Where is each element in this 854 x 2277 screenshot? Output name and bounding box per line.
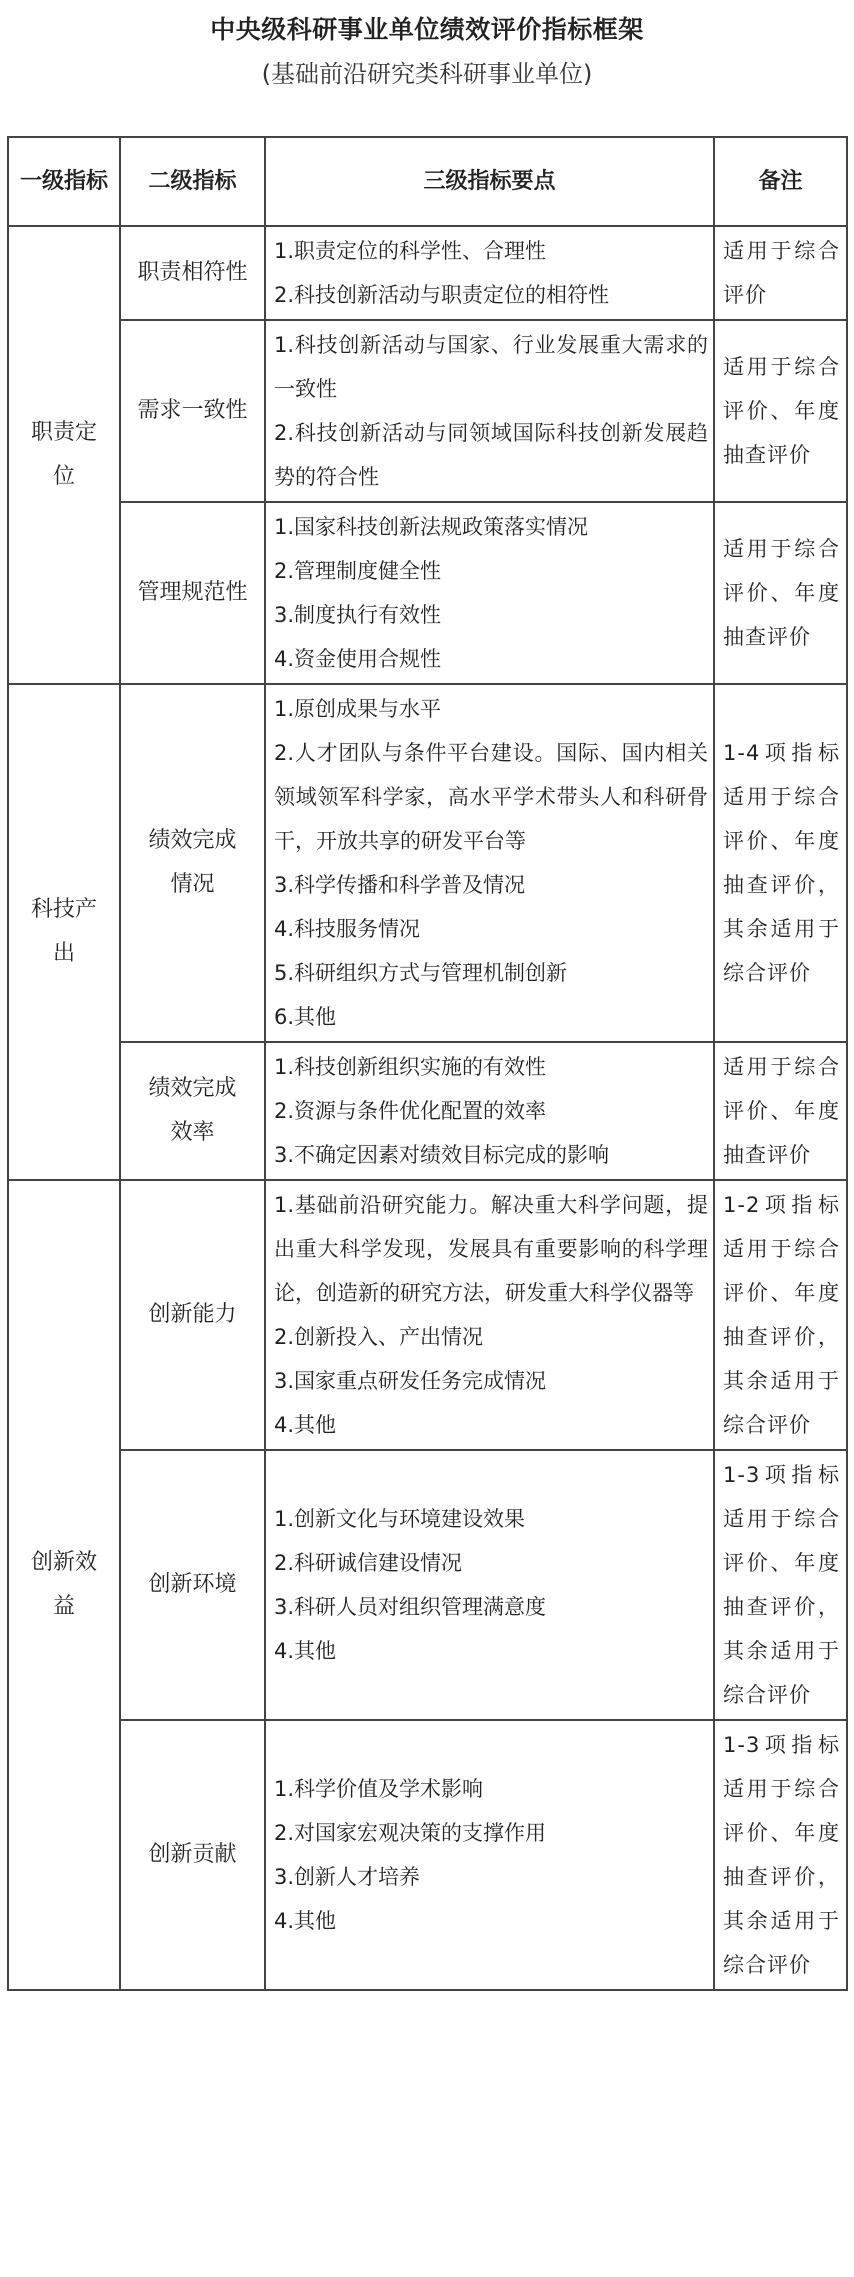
level3-point: 3.制度执行有效性: [274, 603, 442, 627]
header-level1: 一级指标: [8, 137, 120, 226]
level2-cell: [120, 1450, 265, 1720]
note-cell: [714, 502, 847, 684]
table-row: [8, 1720, 847, 1990]
note-cell: [714, 1180, 847, 1450]
level3-point: 1.科技创新活动与国家、行业发展重大需求的一致性: [274, 333, 708, 401]
note-text: 1-4项指标适用于综合评价、年度抽查评价，其余适用于综合评价: [723, 741, 840, 985]
table-body: [8, 226, 847, 1990]
level3-point: 2.对国家宏观决策的支撑作用: [274, 1821, 547, 1845]
header-level2: 二级指标: [120, 137, 265, 226]
level3-point: 3.科学传播和科学普及情况: [274, 873, 526, 897]
level3-cell: [265, 226, 714, 320]
level3-point: 2.人才团队与条件平台建设。国际、国内相关领域领军科学家，高水平学术带头人和科研骨干，开放共享的研发平台等: [274, 741, 708, 853]
level3-point: 3.创新人才培养: [274, 1865, 421, 1889]
page-title: 中央级科研事业单位绩效评价指标框架: [210, 15, 644, 44]
level3-cell: [265, 1180, 714, 1450]
table-row: [8, 1180, 847, 1450]
page-subtitle: (基础前沿研究类科研事业单位): [261, 60, 593, 88]
level3-point: 1.科技创新组织实施的有效性: [274, 1055, 547, 1079]
level2-label: 绩效完成情况: [148, 828, 237, 897]
table-row: [8, 320, 847, 502]
level3-point: 2.科技创新活动与职责定位的相符性: [274, 283, 610, 307]
level3-point: 2.科技创新活动与同领域国际科技创新发展趋势的符合性: [274, 421, 708, 489]
table-row: [8, 1042, 847, 1180]
level3-cell: [265, 1720, 714, 1990]
level3-point: 2.创新投入、产出情况: [274, 1325, 484, 1349]
level3-cell: [265, 1042, 714, 1180]
level2-cell: [120, 1180, 265, 1450]
level2-cell: [120, 1042, 265, 1180]
level2-label: 需求一致性: [137, 398, 248, 423]
header-note: 备注: [714, 137, 847, 226]
indicator-table: [7, 136, 848, 1991]
note-cell: [714, 1720, 847, 1990]
table-row: [8, 226, 847, 320]
level2-label: 创新能力: [148, 1302, 237, 1327]
level1-cell: 科技产出: [8, 684, 120, 1180]
level3-point: 2.资源与条件优化配置的效率: [274, 1099, 547, 1123]
level2-cell: [120, 1720, 265, 1990]
level3-point: 6.其他: [274, 1005, 337, 1029]
level3-point: 3.国家重点研发任务完成情况: [274, 1369, 547, 1393]
level2-label: 管理规范性: [137, 580, 248, 605]
level2-cell: [120, 502, 265, 684]
note-cell: [714, 1042, 847, 1180]
note-text: 适用于综合评价、年度抽查评价: [723, 1055, 840, 1167]
level3-point: 1.国家科技创新法规政策落实情况: [274, 515, 589, 539]
level2-label: 创新环境: [148, 1572, 237, 1597]
level3-point: 1.创新文化与环境建设效果: [274, 1507, 526, 1531]
table-row: [8, 502, 847, 684]
level3-point: 4.其他: [274, 1909, 337, 1933]
level3-cell: [265, 320, 714, 502]
level3-point: 4.科技服务情况: [274, 917, 421, 941]
level3-point: 5.科研组织方式与管理机制创新: [274, 961, 568, 985]
level3-point: 1.职责定位的科学性、合理性: [274, 239, 547, 263]
note-text: 1-3项指标适用于综合评价、年度抽查评价，其余适用于综合评价: [723, 1463, 840, 1707]
level3-point: 2.管理制度健全性: [274, 559, 442, 583]
level2-label: 创新贡献: [148, 1842, 237, 1867]
level3-cell: [265, 684, 714, 1042]
note-cell: [714, 1450, 847, 1720]
header-level3: 三级指标要点: [265, 137, 714, 226]
level3-point: 3.科研人员对组织管理满意度: [274, 1595, 547, 1619]
level2-label: 职责相符性: [137, 260, 248, 285]
note-cell: [714, 684, 847, 1042]
level3-point: 1.基础前沿研究能力。解决重大科学问题，提出重大科学发现，发展具有重要影响的科学理论，创造新的研究方法，研发重大科学仪器等: [274, 1193, 708, 1305]
note-text: 适用于综合评价、年度抽查评价: [723, 355, 840, 467]
level3-point: 4.其他: [274, 1639, 337, 1663]
note-text: 适用于综合评价、年度抽查评价: [723, 537, 840, 649]
level3-point: 2.科研诚信建设情况: [274, 1551, 463, 1575]
header-row: [8, 137, 847, 226]
level1-cell: 创新效益: [8, 1180, 120, 1990]
level3-point: 4.其他: [274, 1413, 337, 1437]
level3-point: 4.资金使用合规性: [274, 647, 442, 671]
note-text: 适用于综合评价: [723, 239, 840, 307]
level3-cell: [265, 1450, 714, 1720]
level3-point: 3.不确定因素对绩效目标完成的影响: [274, 1143, 610, 1167]
level1-cell: 职责定位: [8, 226, 120, 684]
level2-cell: [120, 320, 265, 502]
table-row: [8, 1450, 847, 1720]
note-cell: [714, 320, 847, 502]
note-cell: [714, 226, 847, 320]
note-text: 1-3项指标适用于综合评价、年度抽查评价，其余适用于综合评价: [723, 1733, 840, 1977]
level3-point: 1.原创成果与水平: [274, 697, 442, 721]
table-row: [8, 684, 847, 1042]
level3-point: 1.科学价值及学术影响: [274, 1777, 484, 1801]
level2-cell: [120, 226, 265, 320]
level2-cell: [120, 684, 265, 1042]
note-text: 1-2项指标适用于综合评价、年度抽查评价，其余适用于综合评价: [723, 1193, 840, 1437]
level3-cell: [265, 502, 714, 684]
level2-label: 绩效完成效率: [148, 1076, 237, 1145]
